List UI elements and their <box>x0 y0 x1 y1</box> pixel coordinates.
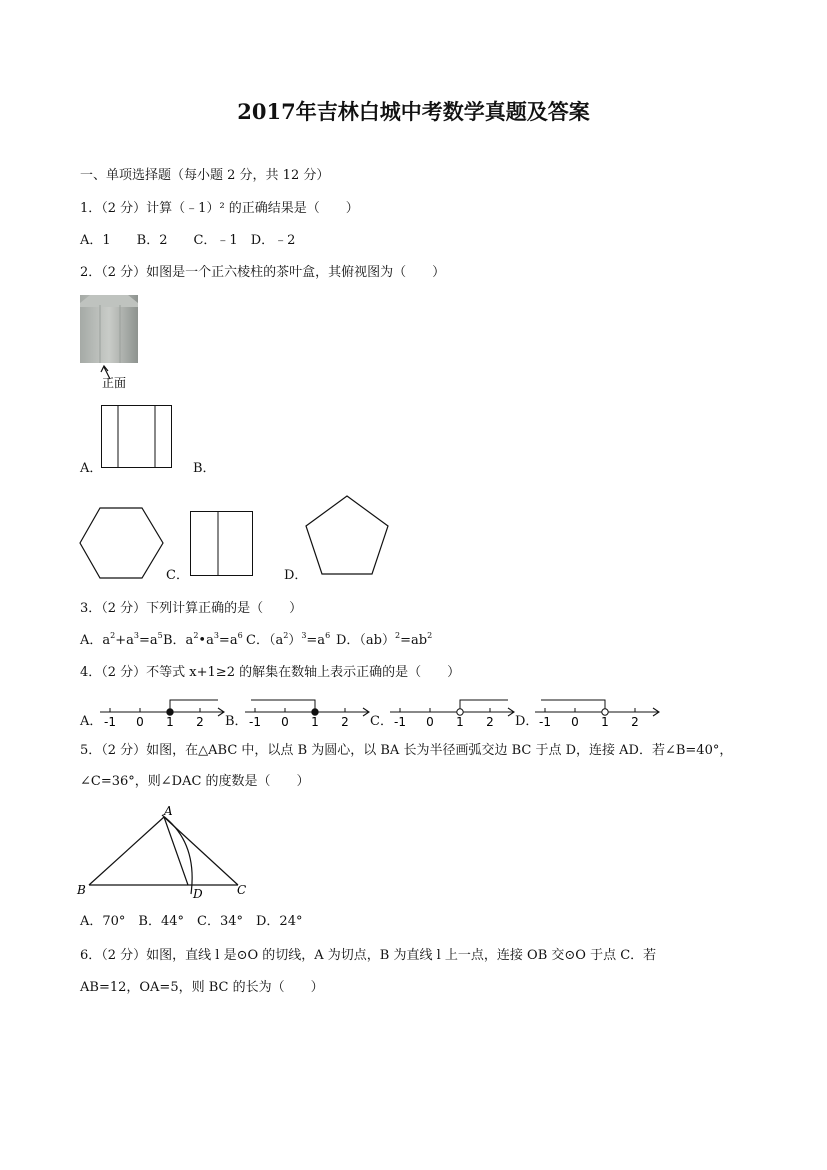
tick-label: 1 <box>311 715 319 729</box>
vertex-b-label: B <box>77 883 86 897</box>
tick-label: -1 <box>104 715 116 729</box>
tick-label: 1 <box>166 715 174 729</box>
number-line-c <box>388 690 506 730</box>
open-dot <box>602 709 608 715</box>
page-title: 2017年吉林白城中考数学真题及答案 <box>237 99 590 124</box>
solid-dot <box>167 709 173 715</box>
q3-option-b: B．$a^2•a^3=a^6$ <box>163 631 243 648</box>
solid-dot <box>312 709 318 715</box>
tick-label: 0 <box>571 715 579 729</box>
question-2-stem: 2．（2 分）如图是一个正六棱柱的茶叶盒，其俯视图为（ ） <box>80 265 446 280</box>
tick-label: 1 <box>456 715 464 729</box>
q4-option-d: D． <box>515 714 539 729</box>
question-5-options: A．70° B．44° C．34° D．24° <box>80 914 303 929</box>
vertex-c-label: C <box>237 883 247 897</box>
solution-bracket <box>460 700 508 712</box>
question-1-stem: 1．（2 分）计算（﹣1）² 的正确结果是（ ） <box>80 201 359 216</box>
q4-option-a: A． <box>80 714 103 729</box>
q4-option-c: C． <box>370 714 393 729</box>
option-a-figure <box>101 405 173 469</box>
vertex-a-label: A <box>164 804 173 818</box>
q3-option-a: A．$a^2+a^3=a^5$ <box>80 631 163 648</box>
tick-label: 2 <box>196 715 204 729</box>
question-1-options: A．1 B．2 C．﹣1 D．﹣2 <box>80 233 296 248</box>
solution-bracket <box>170 700 218 712</box>
option-c-figure <box>190 511 254 577</box>
number-line-a <box>98 690 216 730</box>
pentagon-figure <box>304 495 390 577</box>
q3-option-d: D．$(ab)^2=ab^2$ <box>336 631 433 648</box>
solution-bracket <box>541 700 605 712</box>
question-4-stem: 4．（2 分）不等式 x+1≥2 的解集在数轴上表示正确的是（ ） <box>80 665 461 680</box>
front-label: 正面 <box>102 376 127 390</box>
triangle-figure <box>76 802 256 902</box>
tick-label: 1 <box>601 715 609 729</box>
tick-label: 2 <box>486 715 494 729</box>
q3-option-c: C．$(a^2)^3=a^6$ <box>246 631 331 648</box>
hexagon-figure <box>79 506 165 582</box>
number-line-b <box>243 690 361 730</box>
tick-label: -1 <box>249 715 261 729</box>
q2-option-a: A． <box>80 461 103 476</box>
question-5-line-2: ∠C=36°，则∠DAC 的度数是（ ） <box>80 774 310 789</box>
tea-box-photo <box>80 293 140 393</box>
tick-label: 0 <box>136 715 144 729</box>
number-line-d <box>533 690 657 730</box>
tick-label: 0 <box>426 715 434 729</box>
q4-option-b: B． <box>225 714 248 729</box>
q2-option-c: C． <box>166 568 189 583</box>
open-dot <box>457 709 463 715</box>
tick-label: 2 <box>631 715 639 729</box>
q2-option-b: B． <box>193 461 216 476</box>
tick-label: 2 <box>341 715 349 729</box>
q2-option-d: D． <box>284 568 308 583</box>
tick-label: -1 <box>539 715 551 729</box>
question-3-stem: 3．（2 分）下列计算正确的是（ ） <box>80 601 303 616</box>
question-6-line-2: AB=12，OA=5，则 BC 的长为（ ） <box>80 980 324 995</box>
tick-label: 0 <box>281 715 289 729</box>
section-heading: 一、单项选择题（每小题 2 分，共 12 分） <box>80 168 330 183</box>
question-6-line-1: 6．（2 分）如图，直线 l 是⊙O 的切线，A 为切点，B 为直线 l 上一点，连接 OB 交⊙O 于点 C．若 <box>80 948 657 963</box>
tick-label: -1 <box>394 715 406 729</box>
question-5-line-1: 5．（2 分）如图，在△ABC 中，以点 B 为圆心，以 BA 长为半径画弧交边 BC 于点 D，连接 AD．若∠B=40°， <box>80 743 733 758</box>
solution-bracket <box>251 700 315 712</box>
point-d-label: D <box>193 887 203 901</box>
